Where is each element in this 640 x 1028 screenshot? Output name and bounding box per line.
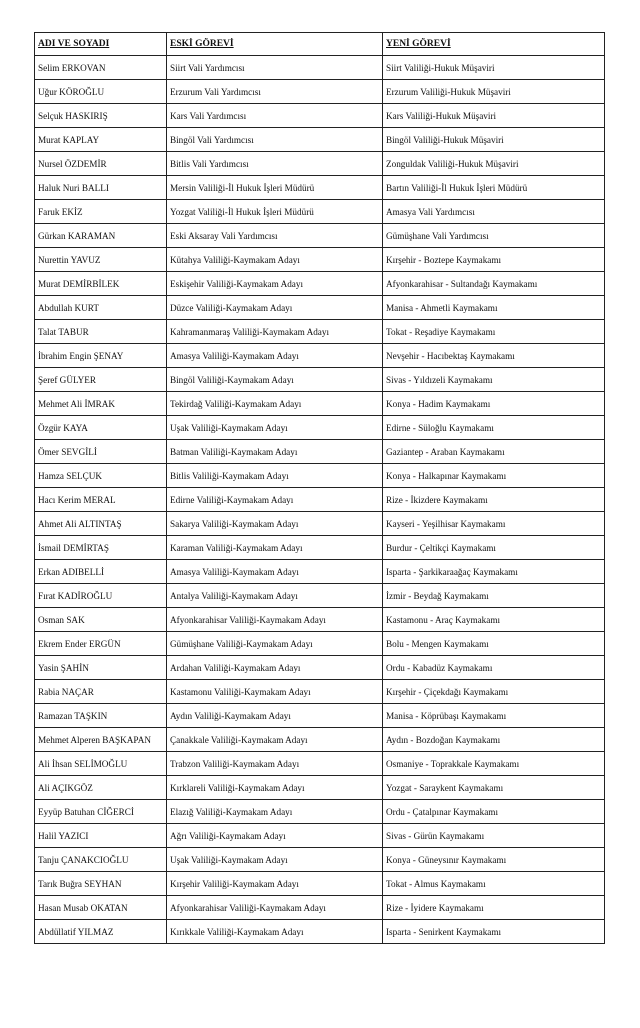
- cell-new-position: Konya - Hadim Kaymakamı: [383, 392, 605, 416]
- cell-old-position: Bingöl Valiliği-Kaymakam Adayı: [167, 368, 383, 392]
- cell-name: Ramazan TAŞKIN: [35, 704, 167, 728]
- table-row: [35, 704, 605, 728]
- header-name: ADI VE SOYADI: [35, 33, 167, 56]
- cell-old-position: Afyonkarahisar Valiliği-Kaymakam Adayı: [167, 608, 383, 632]
- table-row: [35, 560, 605, 584]
- cell-old-position: Bitlis Valiliği-Kaymakam Adayı: [167, 464, 383, 488]
- table-row: [35, 824, 605, 848]
- table-row: [35, 416, 605, 440]
- cell-old-position: Ağrı Valiliği-Kaymakam Adayı: [167, 824, 383, 848]
- cell-new-position: Siirt Valiliği-Hukuk Müşaviri: [383, 56, 605, 80]
- cell-name: Abdullah KURT: [35, 296, 167, 320]
- cell-new-position: Bingöl Valiliği-Hukuk Müşaviri: [383, 128, 605, 152]
- cell-name: Hasan Musab OKATAN: [35, 896, 167, 920]
- cell-name: Faruk EKİZ: [35, 200, 167, 224]
- cell-name: Selim ERKOVAN: [35, 56, 167, 80]
- cell-new-position: Konya - Halkapınar Kaymakamı: [383, 464, 605, 488]
- cell-new-position: Gaziantep - Araban Kaymakamı: [383, 440, 605, 464]
- cell-new-position: Isparta - Senirkent Kaymakamı: [383, 920, 605, 944]
- cell-new-position: Ordu - Çatalpınar Kaymakamı: [383, 800, 605, 824]
- cell-new-position: Yozgat - Saraykent Kaymakamı: [383, 776, 605, 800]
- cell-new-position: Manisa - Ahmetli Kaymakamı: [383, 296, 605, 320]
- cell-old-position: Kars Vali Yardımcısı: [167, 104, 383, 128]
- cell-old-position: Trabzon Valiliği-Kaymakam Adayı: [167, 752, 383, 776]
- cell-name: Mehmet Alperen BAŞKAPAN: [35, 728, 167, 752]
- cell-name: Ali AÇIKGÖZ: [35, 776, 167, 800]
- cell-old-position: Afyonkarahisar Valiliği-Kaymakam Adayı: [167, 896, 383, 920]
- cell-name: Hamza SELÇUK: [35, 464, 167, 488]
- table-row: [35, 248, 605, 272]
- cell-old-position: Karaman Valiliği-Kaymakam Adayı: [167, 536, 383, 560]
- cell-name: Nursel ÖZDEMİR: [35, 152, 167, 176]
- cell-name: İbrahim Engin ŞENAY: [35, 344, 167, 368]
- cell-old-position: Ardahan Valiliği-Kaymakam Adayı: [167, 656, 383, 680]
- cell-name: Murat KAPLAY: [35, 128, 167, 152]
- cell-old-position: Yozgat Valiliği-İl Hukuk İşleri Müdürü: [167, 200, 383, 224]
- cell-new-position: Tokat - Reşadiye Kaymakamı: [383, 320, 605, 344]
- table-row: [35, 920, 605, 944]
- table-row: [35, 608, 605, 632]
- cell-old-position: Bingöl Vali Yardımcısı: [167, 128, 383, 152]
- cell-new-position: İzmir - Beydağ Kaymakamı: [383, 584, 605, 608]
- table-body: [35, 56, 605, 944]
- table-row: [35, 368, 605, 392]
- table-row: [35, 680, 605, 704]
- cell-name: Tanju ÇANAKCIOĞLU: [35, 848, 167, 872]
- cell-new-position: Kars Valiliği-Hukuk Müşaviri: [383, 104, 605, 128]
- cell-name: Halil YAZICI: [35, 824, 167, 848]
- cell-new-position: Kastamonu - Araç Kaymakamı: [383, 608, 605, 632]
- cell-old-position: Batman Valiliği-Kaymakam Adayı: [167, 440, 383, 464]
- table-row: [35, 464, 605, 488]
- cell-old-position: Eskişehir Valiliği-Kaymakam Adayı: [167, 272, 383, 296]
- table-row: [35, 56, 605, 80]
- table-row: [35, 488, 605, 512]
- cell-old-position: Kastamonu Valiliği-Kaymakam Adayı: [167, 680, 383, 704]
- table-row: [35, 80, 605, 104]
- cell-name: Osman SAK: [35, 608, 167, 632]
- cell-name: Ekrem Ender ERGÜN: [35, 632, 167, 656]
- table-row: [35, 128, 605, 152]
- table-row: [35, 536, 605, 560]
- cell-new-position: Manisa - Köprübaşı Kaymakamı: [383, 704, 605, 728]
- table-row: [35, 224, 605, 248]
- cell-new-position: Sivas - Yıldızeli Kaymakamı: [383, 368, 605, 392]
- table-row: [35, 800, 605, 824]
- cell-name: Selçuk HASKIRIŞ: [35, 104, 167, 128]
- cell-old-position: Kahramanmaraş Valiliği-Kaymakam Adayı: [167, 320, 383, 344]
- cell-old-position: Kırıkkale Valiliği-Kaymakam Adayı: [167, 920, 383, 944]
- cell-new-position: Tokat - Almus Kaymakamı: [383, 872, 605, 896]
- cell-name: Erkan ADIBELLİ: [35, 560, 167, 584]
- cell-old-position: Siirt Vali Yardımcısı: [167, 56, 383, 80]
- appointments-table: [34, 32, 605, 944]
- cell-name: Rabia NAÇAR: [35, 680, 167, 704]
- cell-new-position: Kırşehir - Çiçekdağı Kaymakamı: [383, 680, 605, 704]
- table-row: [35, 440, 605, 464]
- table-row: [35, 632, 605, 656]
- cell-new-position: Gümüşhane Vali Yardımcısı: [383, 224, 605, 248]
- cell-new-position: Afyonkarahisar - Sultandağı Kaymakamı: [383, 272, 605, 296]
- cell-old-position: Mersin Valiliği-İl Hukuk İşleri Müdürü: [167, 176, 383, 200]
- cell-new-position: Amasya Vali Yardımcısı: [383, 200, 605, 224]
- cell-old-position: Kırklareli Valiliği-Kaymakam Adayı: [167, 776, 383, 800]
- table-row: [35, 584, 605, 608]
- table-row: [35, 776, 605, 800]
- table-row: [35, 752, 605, 776]
- table-row: [35, 728, 605, 752]
- cell-new-position: Zonguldak Valiliği-Hukuk Müşaviri: [383, 152, 605, 176]
- table-row: [35, 272, 605, 296]
- cell-new-position: Ordu - Kabadüz Kaymakamı: [383, 656, 605, 680]
- cell-name: Gürkan KARAMAN: [35, 224, 167, 248]
- cell-name: Nurettin YAVUZ: [35, 248, 167, 272]
- cell-old-position: Uşak Valiliği-Kaymakam Adayı: [167, 416, 383, 440]
- header-old-position: ESKİ GÖREVİ: [167, 33, 383, 56]
- cell-old-position: Elazığ Valiliği-Kaymakam Adayı: [167, 800, 383, 824]
- cell-old-position: Aydın Valiliği-Kaymakam Adayı: [167, 704, 383, 728]
- cell-new-position: Konya - Güneysınır Kaymakamı: [383, 848, 605, 872]
- table-row: [35, 176, 605, 200]
- cell-new-position: Aydın - Bozdoğan Kaymakamı: [383, 728, 605, 752]
- cell-old-position: Amasya Valiliği-Kaymakam Adayı: [167, 344, 383, 368]
- cell-new-position: Sivas - Gürün Kaymakamı: [383, 824, 605, 848]
- cell-name: Haluk Nuri BALLI: [35, 176, 167, 200]
- table-row: [35, 656, 605, 680]
- cell-new-position: Rize - İyidere Kaymakamı: [383, 896, 605, 920]
- cell-old-position: Eski Aksaray Vali Yardımcısı: [167, 224, 383, 248]
- table-row: [35, 896, 605, 920]
- cell-name: Talat TABUR: [35, 320, 167, 344]
- table-row: [35, 512, 605, 536]
- table-row: [35, 344, 605, 368]
- cell-name: Yasin ŞAHİN: [35, 656, 167, 680]
- document-page: [34, 32, 604, 944]
- cell-old-position: Düzce Valiliği-Kaymakam Adayı: [167, 296, 383, 320]
- cell-name: Tarık Buğra SEYHAN: [35, 872, 167, 896]
- cell-new-position: Nevşehir - Hacıbektaş Kaymakamı: [383, 344, 605, 368]
- table-row: [35, 320, 605, 344]
- cell-new-position: Bartın Valiliği-İl Hukuk İşleri Müdürü: [383, 176, 605, 200]
- cell-new-position: Isparta - Şarkikaraağaç Kaymakamı: [383, 560, 605, 584]
- table-row: [35, 152, 605, 176]
- cell-old-position: Amasya Valiliği-Kaymakam Adayı: [167, 560, 383, 584]
- cell-old-position: Kırşehir Valiliği-Kaymakam Adayı: [167, 872, 383, 896]
- cell-new-position: Edirne - Süloğlu Kaymakamı: [383, 416, 605, 440]
- cell-old-position: Kütahya Valiliği-Kaymakam Adayı: [167, 248, 383, 272]
- cell-old-position: Erzurum Vali Yardımcısı: [167, 80, 383, 104]
- cell-name: Özgür KAYA: [35, 416, 167, 440]
- cell-new-position: Bolu - Mengen Kaymakamı: [383, 632, 605, 656]
- cell-name: Şeref GÜLYER: [35, 368, 167, 392]
- cell-new-position: Erzurum Valiliği-Hukuk Müşaviri: [383, 80, 605, 104]
- cell-name: Ömer SEVGİLİ: [35, 440, 167, 464]
- cell-new-position: Kırşehir - Boztepe Kaymakamı: [383, 248, 605, 272]
- cell-name: Uğur KÖROĞLU: [35, 80, 167, 104]
- table-header-row: [35, 33, 605, 56]
- cell-old-position: Bitlis Vali Yardımcısı: [167, 152, 383, 176]
- cell-name: Eyyüp Batuhan CİĞERCİ: [35, 800, 167, 824]
- cell-old-position: Edirne Valiliği-Kaymakam Adayı: [167, 488, 383, 512]
- table-row: [35, 296, 605, 320]
- table-row: [35, 872, 605, 896]
- cell-new-position: Osmaniye - Toprakkale Kaymakamı: [383, 752, 605, 776]
- cell-name: İsmail DEMİRTAŞ: [35, 536, 167, 560]
- cell-name: Ali İhsan SELİMOĞLU: [35, 752, 167, 776]
- cell-name: Murat DEMİRBİLEK: [35, 272, 167, 296]
- cell-name: Ahmet Ali ALTINTAŞ: [35, 512, 167, 536]
- cell-new-position: Rize - İkizdere Kaymakamı: [383, 488, 605, 512]
- cell-new-position: Kayseri - Yeşilhisar Kaymakamı: [383, 512, 605, 536]
- table-row: [35, 104, 605, 128]
- cell-name: Hacı Kerim MERAL: [35, 488, 167, 512]
- cell-name: Mehmet Ali İMRAK: [35, 392, 167, 416]
- cell-old-position: Sakarya Valiliği-Kaymakam Adayı: [167, 512, 383, 536]
- table-row: [35, 392, 605, 416]
- cell-old-position: Gümüşhane Valiliği-Kaymakam Adayı: [167, 632, 383, 656]
- table-row: [35, 200, 605, 224]
- cell-name: Abdüllatif YILMAZ: [35, 920, 167, 944]
- cell-old-position: Antalya Valiliği-Kaymakam Adayı: [167, 584, 383, 608]
- cell-old-position: Çanakkale Valiliği-Kaymakam Adayı: [167, 728, 383, 752]
- header-new-position: YENİ GÖREVİ: [383, 33, 605, 56]
- cell-name: Fırat KADİROĞLU: [35, 584, 167, 608]
- cell-old-position: Tekirdağ Valiliği-Kaymakam Adayı: [167, 392, 383, 416]
- cell-old-position: Uşak Valiliği-Kaymakam Adayı: [167, 848, 383, 872]
- table-row: [35, 848, 605, 872]
- cell-new-position: Burdur - Çeltikçi Kaymakamı: [383, 536, 605, 560]
